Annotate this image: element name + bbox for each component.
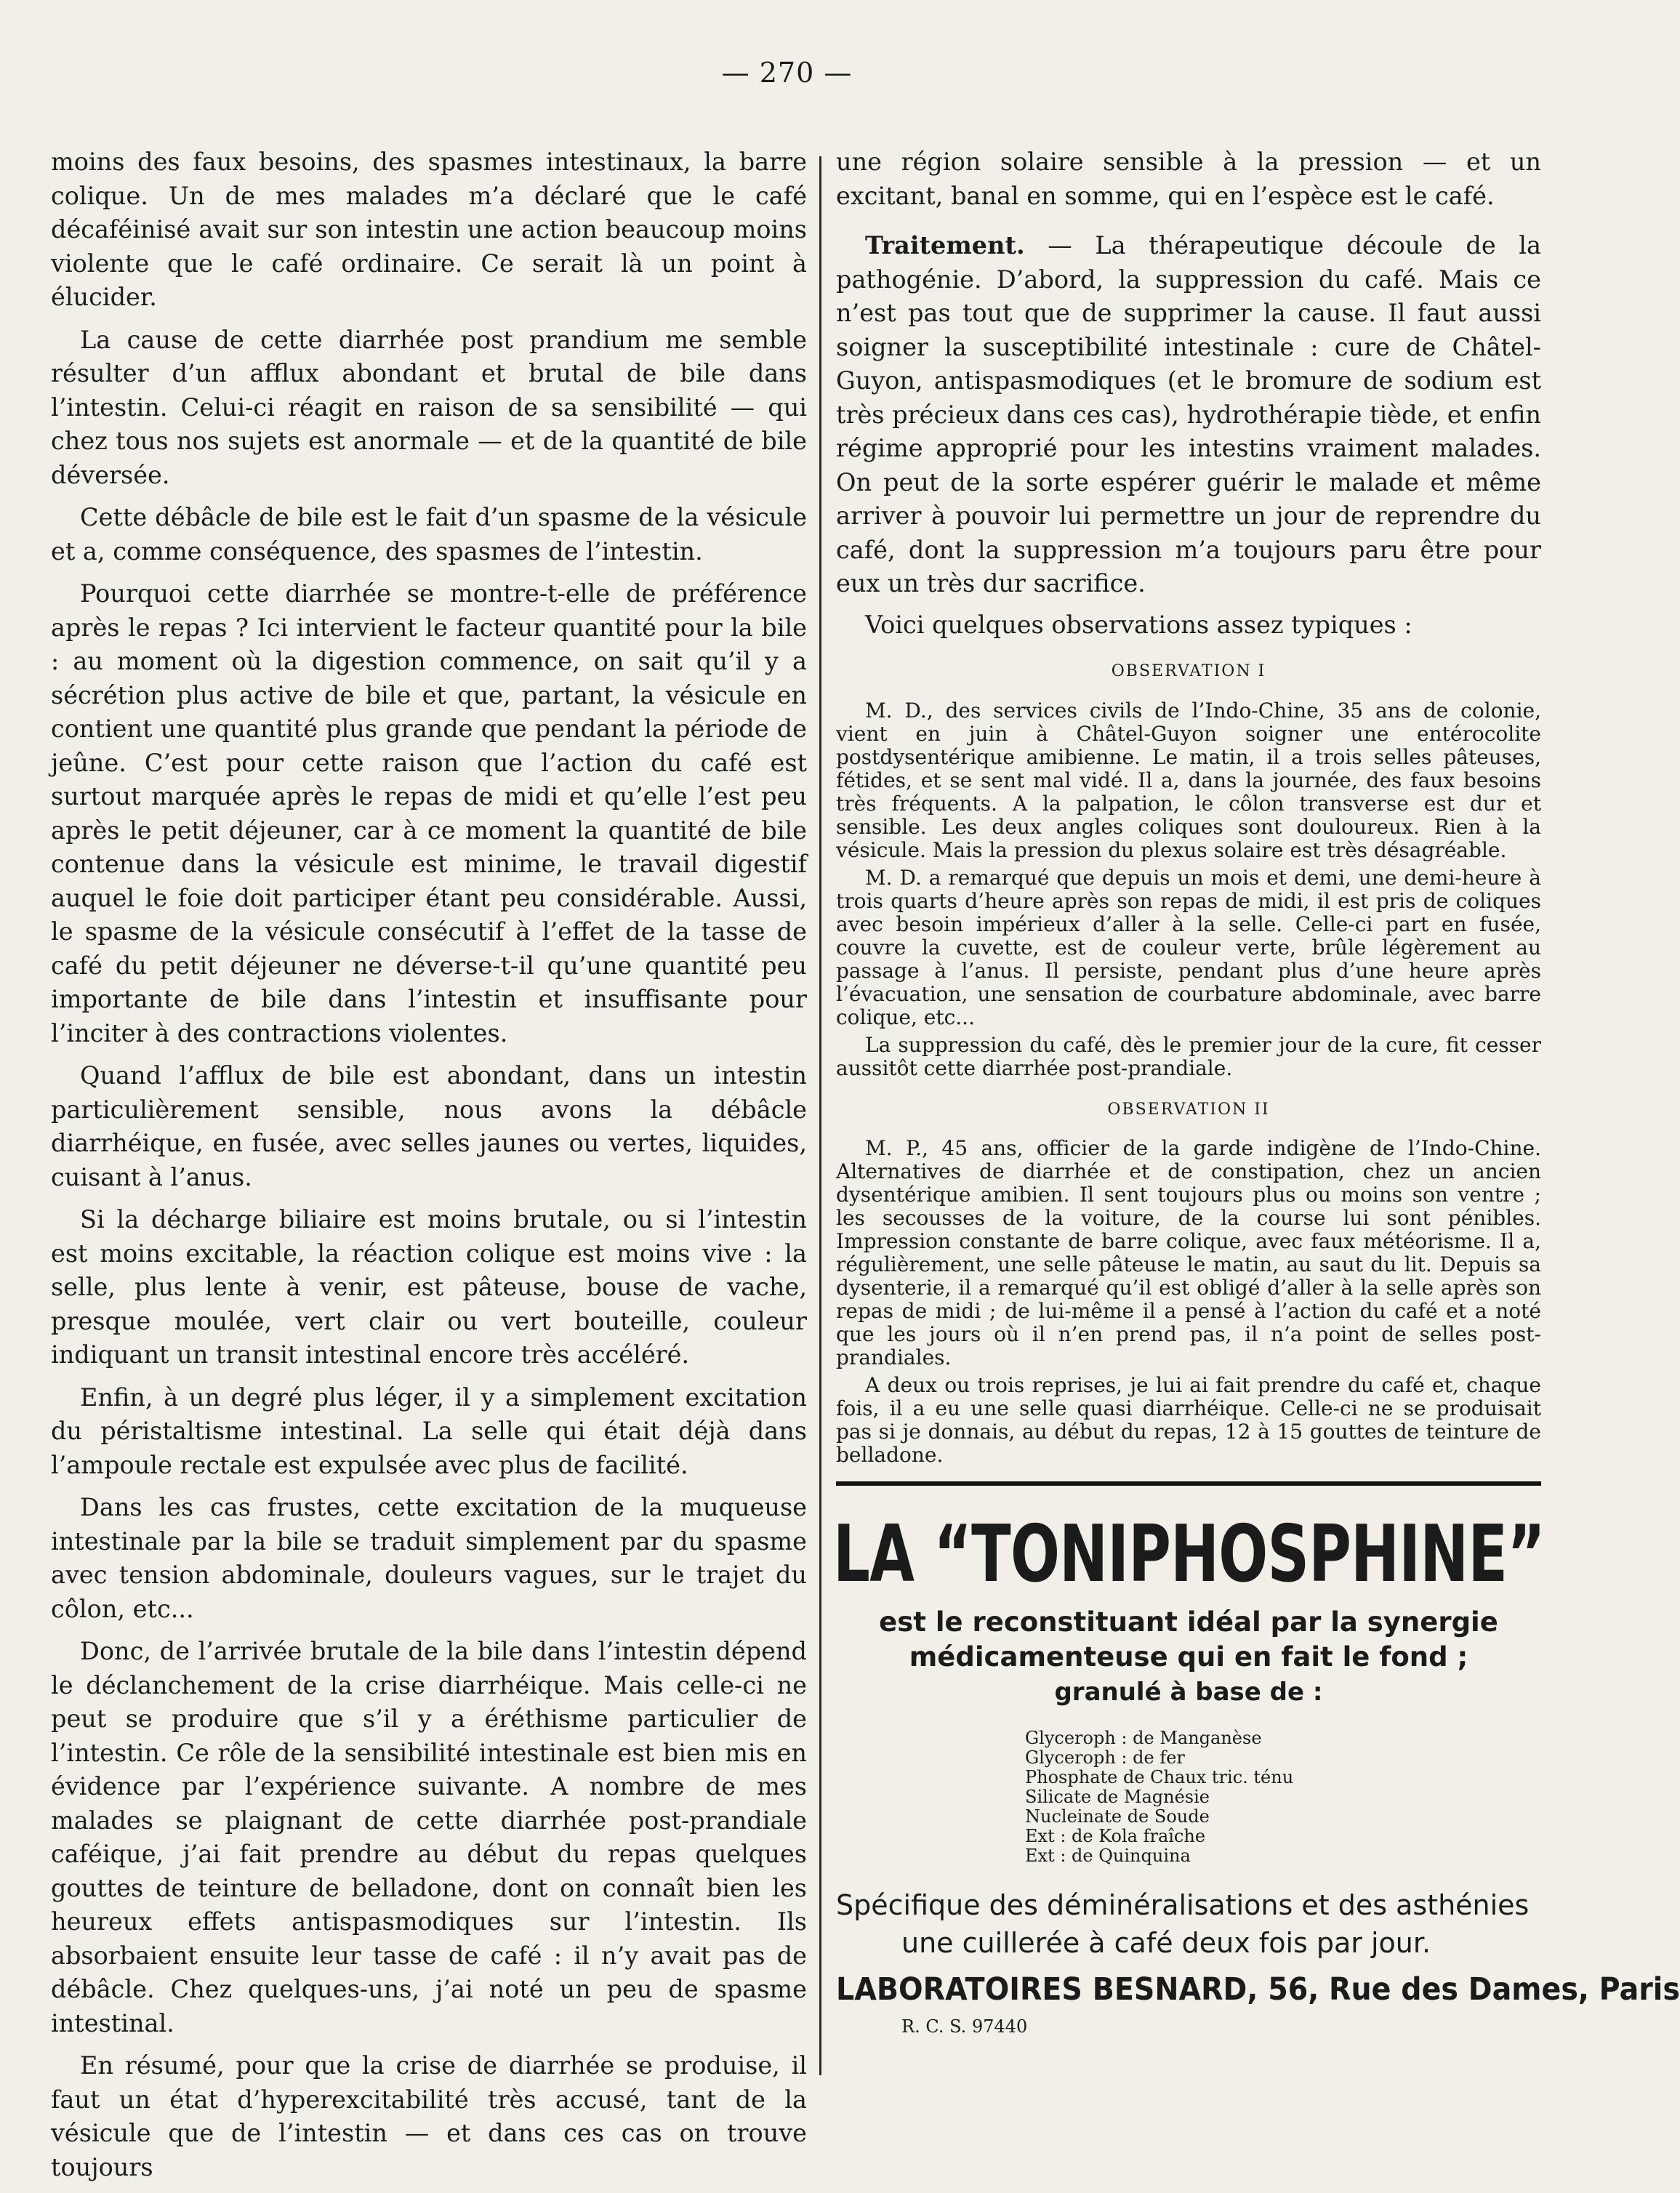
body-paragraph: Dans les cas frustes, cette excitation de la muqueuse intestinale par la bile se traduit simplement par du spasme avec tension abdominale, douleurs vagues, sur le trajet du côlon, etc... (51, 1493, 807, 1623)
body-paragraph: Cette débâcle de bile est le fait d’un spasme de la vésicule et a, comme conséquence, des spasmes de l’intestin. (51, 503, 807, 566)
advertisement-line: est le reconstituant idéal par la synergie (879, 1606, 1498, 1638)
observation-title: OBSERVATION I (1111, 662, 1266, 680)
observation-paragraph: M. D. a remarqué que depuis un mois et demi, une demi-heure à trois quarts d’heure après son repas de midi, il est pris de coliques avec besoin impérieux d’aller à la selle. Celle-ci part en fusée, couvre la cuvette, est de couleur verte, brûle légèrement au passage à l’anus. Il persiste, pendant plus d’une heure après l’évacuation, une sensation de courbature abdominale, avec barre colique, etc... (836, 865, 1541, 1029)
column-divider (819, 156, 821, 2075)
body-paragraph: En résumé, pour que la crise de diarrhée se produise, il faut un état d’hyperexcitabilité très accusé, tant de la vésicule que de l’intestin — et dans ces cas on trouve toujours (51, 2051, 807, 2181)
advertisement-tagline: Spécifique des déminéralisations et des asthénies (836, 1889, 1530, 1921)
advertisement-line: granulé à base de : (1054, 1678, 1323, 1707)
observation-2 (836, 1093, 1541, 1468)
body-paragraph: une région solaire sensible à la pression — et un excitant, banal en somme, qui en l’espèce est le café. (836, 148, 1541, 210)
advertisement-tagline: une cuillerée à café deux fois par jour. (901, 1927, 1431, 1959)
advertisement (833, 1509, 1680, 2044)
observation-title: OBSERVATION II (1107, 1100, 1270, 1119)
body-paragraph: moins des faux besoins, des spasmes intestinaux, la barre colique. Un de mes malades m’a déclaré que le café décaféinisé avait sur son intestin une action beaucoup moins violente que le café ordinaire. Ce serait là un point à élucider. (51, 148, 807, 311)
ingredient-item: Phosphate de Chaux tric. ténu (1025, 1767, 1294, 1787)
body-paragraph: La cause de cette diarrhée post prandium me semble résulter d’un afflux abondant et brutal de bile dans l’intestin. Celui-ci réagit en raison de sa sensibilité — qui chez tous nos sujets est anormale — et de la quantité de bile déversée. (51, 325, 807, 489)
treatment-heading: Traitement. (865, 231, 1025, 259)
ingredient-item: Glyceroph : de Manganèse (1025, 1728, 1262, 1748)
registration-number: R. C. S. 97440 (901, 2016, 1028, 2037)
observation-paragraph: M. P., 45 ans, officier de la garde indigène de l’Indo-Chine. Alternatives de diarrhée et de constipation, chez un ancien dysentérique amibien. Il sent toujours plus ou moins son ventre ; les secousses de la voiture, de la course lui sont pénibles. Impression constante de barre colique, avec faux météorisme. Il a, régulièrement, une selle pâteuse le matin, au saut du lit. Depuis sa dysenterie, il a remarqué qu’il est obligé d’aller à la selle après son repas de midi ; de lui-même il a pensé à l’action du café et a noté que les jours où il n’en prend pas, il n’a point de selles post-prandiales. (836, 1136, 1541, 1369)
body-paragraph: Pourquoi cette diarrhée se montre-t-elle de préférence après le repas ? Ici intervient le facteur quantité pour la bile : au moment où la digestion commence, on sait qu’il y a sécrétion plus active de bile et que, partant, la vésicule en contient une quantité plus grande que pendant la période de jeûne. C’est pour cette raison que l’action du café est surtout marquée après le repas de midi et qu’elle l’est peu après le petit déjeuner, car à ce moment la quantité de bile contenue dans la vésicule est minime, le travail digestif auquel le foie doit participer étant peu considérable. Aussi, le spasme de la vésicule consécutif à l’effet de la tasse de café du petit déjeuner ne déverse-t-il qu’une quantité peu importante de bile dans l’intestin et insuffisante pour l’inciter à des contractions violentes. (51, 579, 807, 1047)
treatment-paragraph (836, 229, 1541, 601)
ingredient-item: Nucleinate de Soude (1025, 1806, 1210, 1827)
ingredient-item: Silicate de Magnésie (1025, 1787, 1210, 1807)
body-paragraph: Si la décharge biliaire est moins brutale, ou si l’intestin est moins excitable, la réaction colique est moins vive : la selle, plus lente à venir, est pâteuse, bouse de vache, presque moulée, vert clair ou vert bouteille, couleur indiquant un transit intestinal encore très accéléré. (51, 1205, 807, 1369)
ingredient-item: Ext : de Quinquina (1025, 1846, 1191, 1866)
advertisement-title: LA “TONIPHOSPHINE” (833, 1509, 1546, 1600)
observation-paragraph: A deux ou trois reprises, je lui ai fait prendre du café et, chaque fois, il a eu une selle quasi diarrhéique. Celle-ci ne se produisait pas si je donnais, au début du repas, 12 à 15 gouttes de teinture de belladone. (836, 1373, 1541, 1467)
laboratory-name: LABORATOIRES BESNARD, 56, Rue des Dames, Paris (836, 1971, 1680, 2008)
body-paragraph: Quand l’afflux de bile est abondant, dans un intestin particulièrement sensible, nous avons la débâcle diarrhéique, en fusée, avec selles jaunes ou vertes, liquides, cuisant à l’anus. (51, 1061, 807, 1191)
ingredient-item: Ext : de Kola fraîche (1025, 1826, 1206, 1846)
ingredient-item: Glyceroph : de fer (1025, 1747, 1185, 1768)
body-paragraph: Enfin, à un degré plus léger, il y a simplement excitation du péristaltisme intestinal. La selle qui était déjà dans l’ampoule rectale est expulsée avec plus de facilité. (51, 1383, 807, 1479)
advertisement-rule (836, 1481, 1541, 1486)
observation-1 (836, 655, 1541, 1080)
observations-intro: Voici quelques observations assez typiques : (865, 610, 1412, 639)
page-number: — 270 — (721, 57, 853, 89)
body-paragraph: Donc, de l’arrivée brutale de la bile dans l’intestin dépend le déclanchement de la crise diarrhéique. Mais celle-ci ne peut se produire que s’il y a éréthisme particulier de l’intestin. Ce rôle de la sensibilité intestinale est bien mis en évidence par l’expérience suivante. A nombre de mes malades se plaignant de cette diarrhée post-prandiale caféique, j’ai fait prendre au début du repas quelques gouttes de teinture de belladone, dont on connaît bien les heureux effets antispasmodiques sur l’intestin. Ils absorbaient ensuite leur tasse de café : il n’y avait pas de débâcle. Chez quelques-uns, j’ai noté un peu de spasme intestinal. (51, 1637, 807, 2037)
left-column (51, 145, 807, 2193)
treatment-text: — La thérapeutique découle de la pathogénie. D’abord, la suppression du café. Mais ce n’est pas tout que de supprimer la cause. Il faut aussi soigner la susceptibilité intestinale : cure de Châtel-Guyon, antispasmodiques (et le bromure de sodium est très précieux dans ces cas), hydrothérapie tiède, et enfin régime approprié pour les intestins vraiment malades. On peut de la sorte espérer guérir le malade et même arriver à pouvoir lui permettre un jour de reprendre du café, dont la suppression m’a toujours paru être pour eux un très dur sacrifice. (836, 231, 1541, 597)
observation-paragraph: La suppression du café, dès le premier jour de la cure, fit cesser aussitôt cette diarrhée post-prandiale. (836, 1032, 1541, 1080)
advertisement-line: médicamenteuse qui en fait le fond ; (909, 1641, 1468, 1673)
ingredient-list (1025, 1729, 1541, 1866)
observation-paragraph: M. D., des services civils de l’Indo-Chine, 35 ans de colonie, vient en juin à Châtel-Guyon soigner une entérocolite postdysentérique amibienne. Le matin, il a trois selles pâteuses, fétides, et se sent mal vidé. Il a, dans la journée, des faux besoins très fréquents. A la palpation, le côlon transverse est dur et sensible. Les deux angles coliques sont douloureux. Rien à la vésicule. Mais la pression du plexus solaire est très désagréable. (836, 698, 1541, 862)
right-column (833, 145, 1680, 2044)
